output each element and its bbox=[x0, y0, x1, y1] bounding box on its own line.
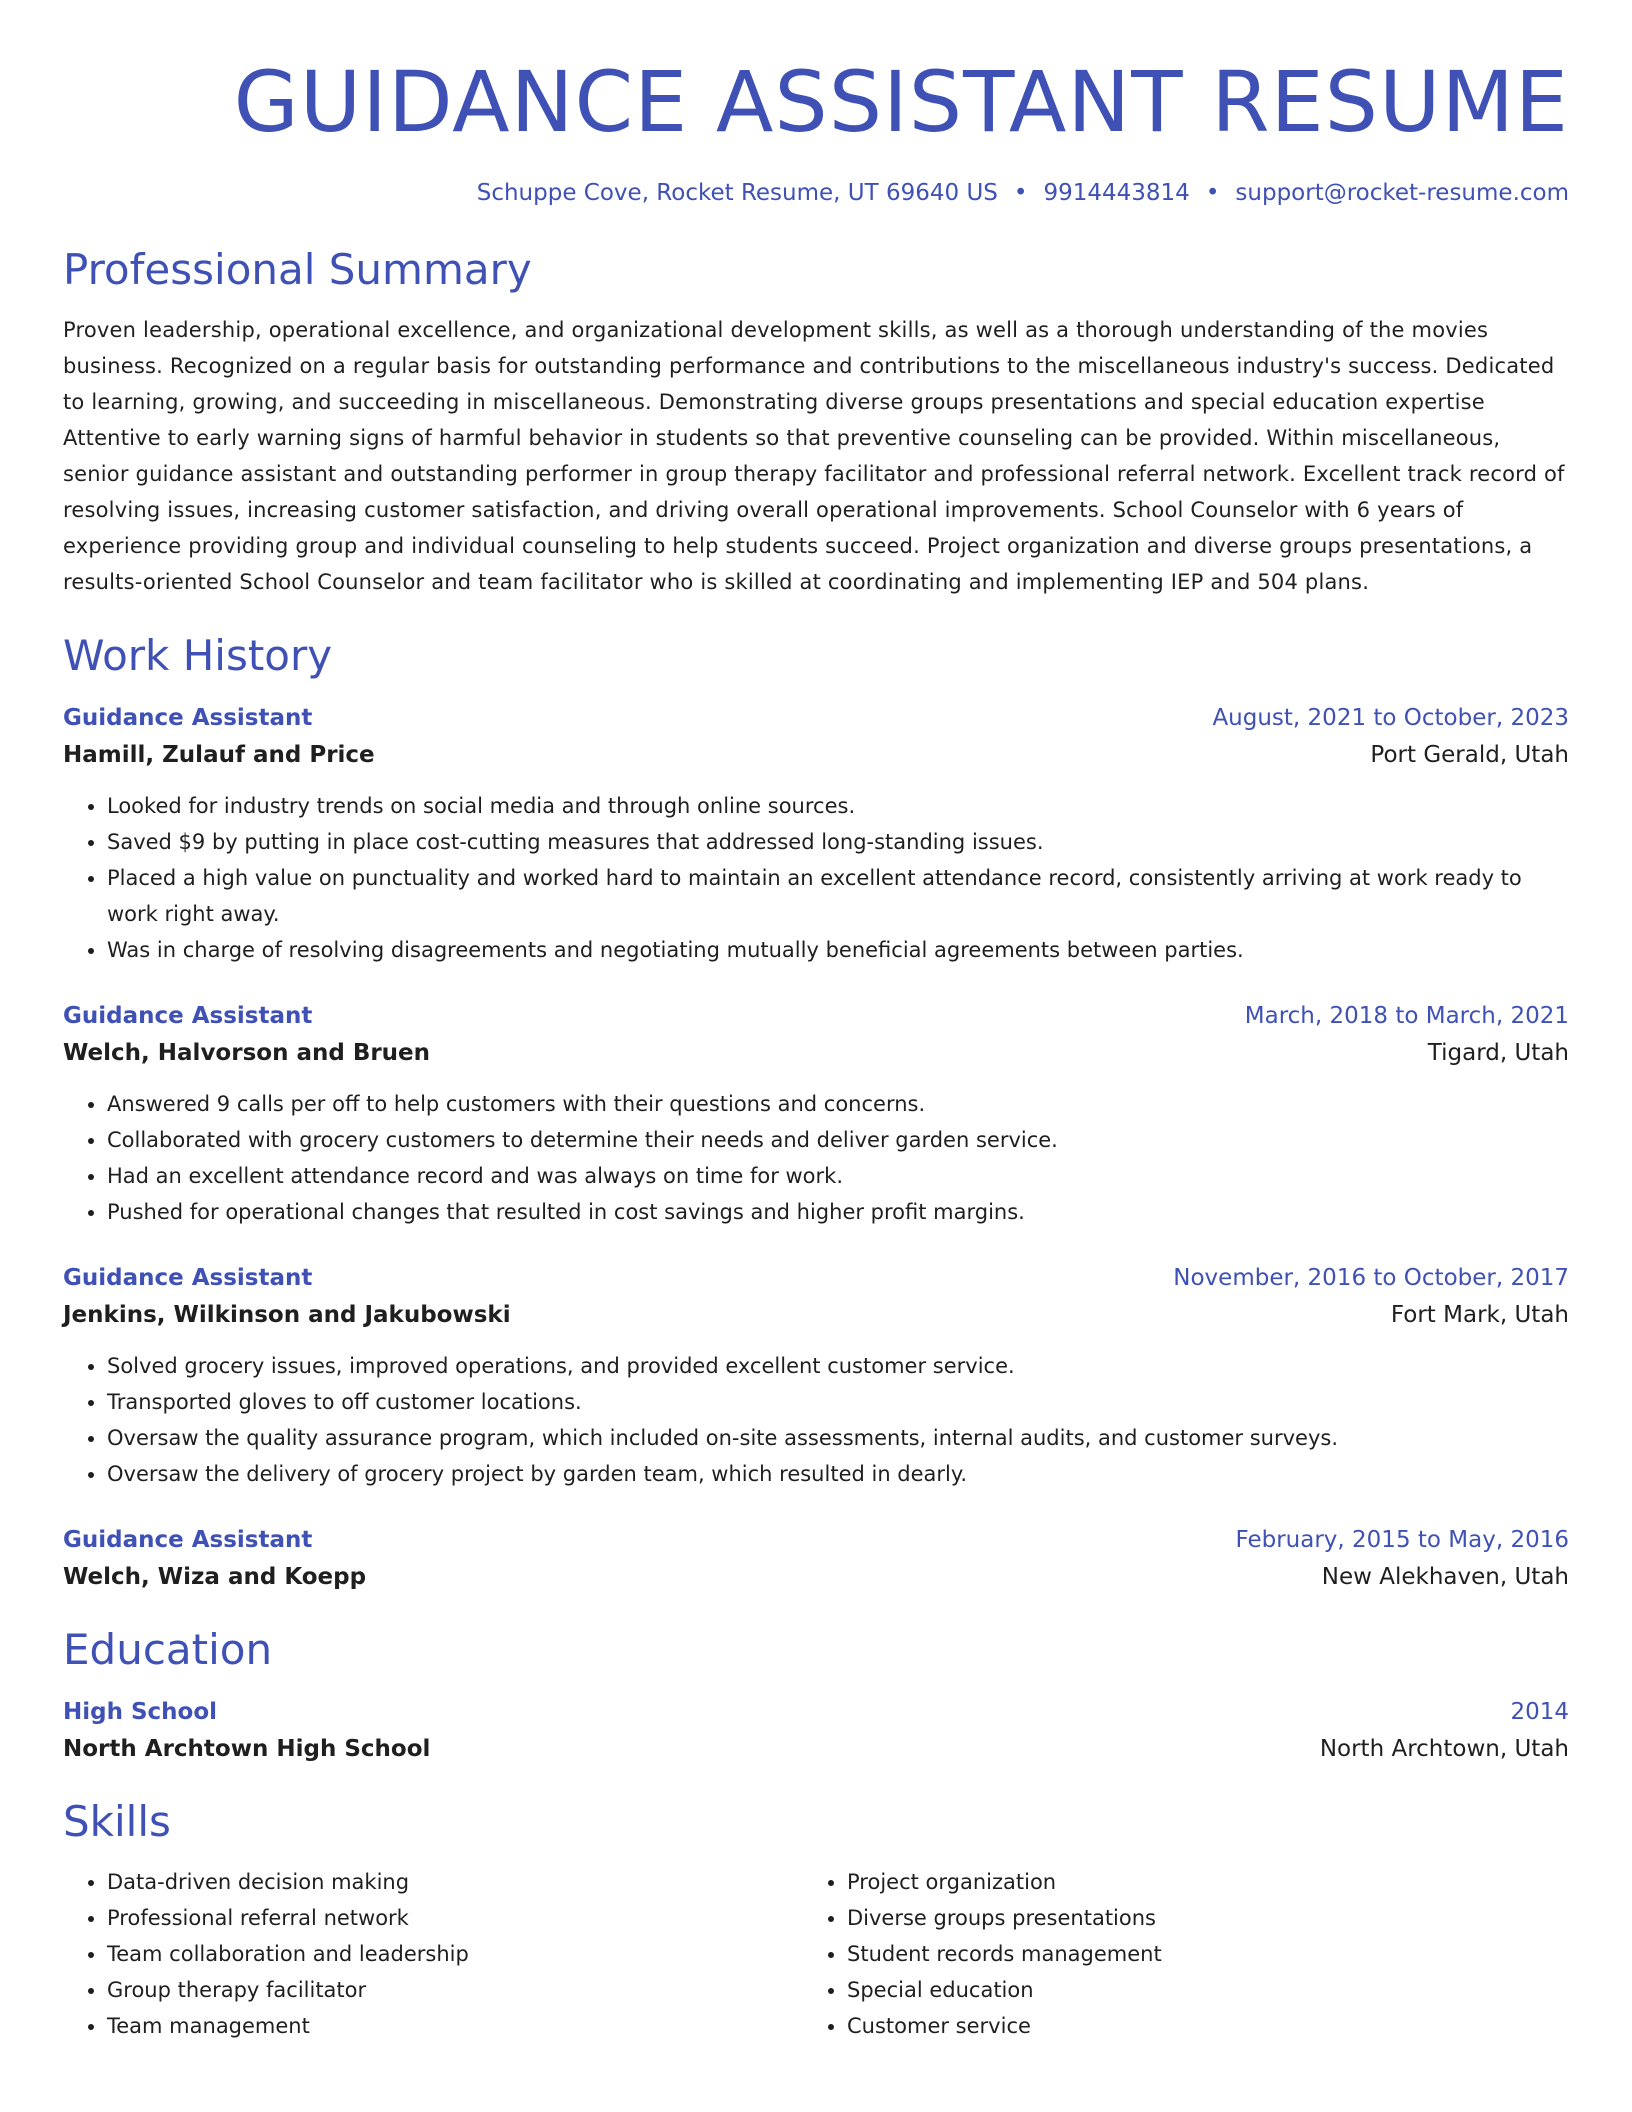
education-heading: Education bbox=[63, 1625, 273, 1674]
skill-item: • Customer service bbox=[847, 2008, 1543, 2044]
job-location: New Alekhaven, Utah bbox=[1321, 1564, 1569, 1590]
job-company: Welch, Halvorson and Bruen bbox=[63, 1040, 431, 1066]
job-dates: November, 2016 to October, 2017 bbox=[1173, 1265, 1569, 1291]
skills-column-right bbox=[803, 1864, 1543, 2044]
job-bullet: • Looked for industry trends on social media and through online sources. bbox=[107, 788, 1569, 824]
job-bullets bbox=[63, 1348, 1569, 1492]
job-title: Guidance Assistant bbox=[63, 1265, 313, 1291]
skill-item: • Data-driven decision making bbox=[107, 1864, 803, 1900]
work-history-list bbox=[63, 700, 1569, 1596]
phone: 9914443814 bbox=[1043, 180, 1190, 206]
job-bullet: • Collaborated with grocery customers to determine their needs and deliver garden service. bbox=[107, 1122, 1569, 1158]
education-location: North Archtown, Utah bbox=[1319, 1736, 1569, 1762]
job-bullet: • Was in charge of resolving disagreements and negotiating mutually beneficial agreements between parties. bbox=[107, 932, 1569, 968]
job-bullet: • Transported gloves to off customer locations. bbox=[107, 1384, 1569, 1420]
skill-item: • Professional referral network bbox=[107, 1900, 803, 1936]
job-title: Guidance Assistant bbox=[63, 1003, 313, 1029]
job-company: Welch, Wiza and Koepp bbox=[63, 1564, 367, 1590]
job-dates: February, 2015 to May, 2016 bbox=[1235, 1527, 1569, 1553]
skill-item: • Team collaboration and leadership bbox=[107, 1936, 803, 1972]
job-bullet: • Had an excellent attendance record and was always on time for work. bbox=[107, 1158, 1569, 1194]
resume-title: GUIDANCE ASSISTANT RESUME bbox=[233, 53, 1569, 151]
job-company: Hamill, Zulauf and Price bbox=[63, 742, 375, 768]
job-entry bbox=[63, 1522, 1569, 1596]
address: Schuppe Cove, Rocket Resume, UT 69640 US bbox=[476, 180, 998, 206]
work-history-heading: Work History bbox=[63, 631, 333, 680]
job-bullets bbox=[63, 1086, 1569, 1230]
skill-item: • Diverse groups presentations bbox=[847, 1900, 1543, 1936]
job-company: Jenkins, Wilkinson and Jakubowski bbox=[63, 1302, 511, 1328]
job-dates: August, 2021 to October, 2023 bbox=[1212, 705, 1569, 731]
job-bullet: • Placed a high value on punctuality and worked hard to maintain an excellent attendance record, consistently arriving at work ready to work right away. bbox=[107, 860, 1569, 932]
skills-heading: Skills bbox=[63, 1797, 171, 1846]
job-title: Guidance Assistant bbox=[63, 1527, 313, 1553]
job-bullet: • Oversaw the delivery of grocery project by garden team, which resulted in dearly. bbox=[107, 1456, 1569, 1492]
skill-item: • Project organization bbox=[847, 1864, 1543, 1900]
education-entry bbox=[63, 1694, 1569, 1768]
job-location: Tigard, Utah bbox=[1427, 1040, 1569, 1066]
skill-item: • Student records management bbox=[847, 1936, 1543, 1972]
skill-item: • Group therapy facilitator bbox=[107, 1972, 803, 2008]
education-school: North Archtown High School bbox=[63, 1736, 431, 1762]
summary-text: Proven leadership, operational excellence, and organizational development skills, as well as a thorough understanding of the movies business. Recognized on a regular basis for outstanding performance and contributions to the miscellaneous industry's success. Dedicated to learning, growing, and succeeding in miscellaneous. Demonstrating diverse groups presentations and special education expertise Attentive to early warning signs of harmful behavior in students so that preventive counseling can be provided. Within miscellaneous, senior guidance assistant and outstanding performer in group therapy facilitator and professional referral network. Excellent track record of resolving issues, increasing customer satisfaction, and driving overall operational improvements. School Counselor with 6 years of experience providing group and individual counseling to help students succeed. Project organization and diverse groups presentations, a results-oriented School Counselor and team facilitator who is skilled at coordinating and implementing IEP and 504 plans. bbox=[63, 318, 1565, 594]
email-link[interactable]: support@rocket-resume.com bbox=[1235, 180, 1569, 206]
job-bullet: • Solved grocery issues, improved operations, and provided excellent customer service. bbox=[107, 1348, 1569, 1384]
education-degree: High School bbox=[63, 1699, 218, 1725]
skills-list bbox=[63, 1864, 1569, 2044]
education-year: 2014 bbox=[1510, 1699, 1569, 1725]
job-bullet: • Saved $9 by putting in place cost-cutting measures that addressed long-standing issues. bbox=[107, 824, 1569, 860]
job-bullet: • Oversaw the quality assurance program, which included on-site assessments, internal audits, and customer surveys. bbox=[107, 1420, 1569, 1456]
separator-dot: • bbox=[1013, 180, 1028, 206]
job-entry bbox=[63, 998, 1569, 1230]
resume-header bbox=[63, 52, 1569, 210]
job-entry bbox=[63, 1260, 1569, 1492]
job-location: Port Gerald, Utah bbox=[1370, 742, 1569, 768]
separator-dot: • bbox=[1205, 180, 1220, 206]
job-bullet: • Answered 9 calls per off to help customers with their questions and concerns. bbox=[107, 1086, 1569, 1122]
skill-item: • Team management bbox=[107, 2008, 803, 2044]
job-bullets bbox=[63, 788, 1569, 968]
job-dates: March, 2018 to March, 2021 bbox=[1244, 1003, 1569, 1029]
skill-item: • Special education bbox=[847, 1972, 1543, 2008]
skills-column-left bbox=[63, 1864, 803, 2044]
summary-heading: Professional Summary bbox=[63, 245, 532, 294]
job-entry bbox=[63, 700, 1569, 968]
contact-line bbox=[63, 176, 1569, 210]
job-bullet: • Pushed for operational changes that resulted in cost savings and higher profit margins. bbox=[107, 1194, 1569, 1230]
job-location: Fort Mark, Utah bbox=[1390, 1302, 1569, 1328]
job-title: Guidance Assistant bbox=[63, 705, 313, 731]
